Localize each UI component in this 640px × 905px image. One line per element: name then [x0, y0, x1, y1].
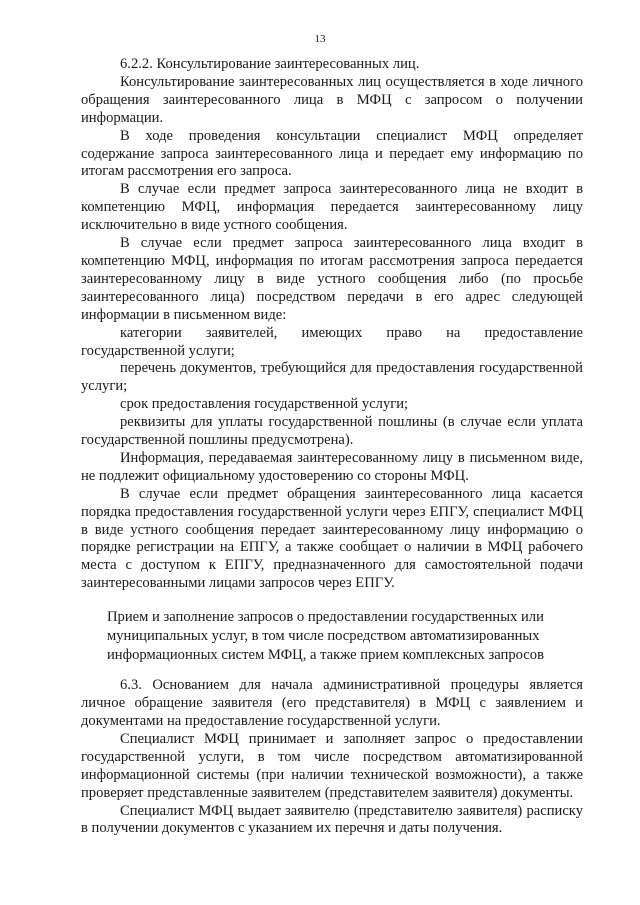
paragraph-epgu: В случае если предмет обращения заинтересованного лица касается порядка предоставления государственной услуги через ЕПГУ, специалист МФЦ в виде устного сообщения передает заинтересованному лицу информацию о порядке регистрации на ЕПГУ, а также сообщает о наличии в МФЦ рабочего места с доступом к ЕПГУ, предназначенного для самостоятельной подачи заинтересованными лицами запросов через ЕПГУ.	[81, 485, 583, 592]
paragraph-within-competence: В случае если предмет запроса заинтересованного лица входит в компетенцию МФЦ, информация по итогам рассмотрения запроса передается заинтересованному лицу в виде устного сообщения либо (по просьбе заинтересованного лица) посредством передачи в его адрес следующей информации в письменном виде:	[81, 235, 583, 323]
paragraph-request-acceptance: Специалист МФЦ принимает и заполняет запрос о предоставлении государственной услуги, в том числе посредством автоматизированной информационной системы (при наличии технической возможности), а также проверяет представленные заявителем (представителем заявителя) документы.	[81, 730, 583, 801]
subsection-title: Прием и заполнение запросов о предоставлении государственных или муниципальных услуг, в том числе посредством автоматизированных информационных систем МФЦ, а также прием комплексных запросов	[107, 609, 544, 664]
paragraph-out-of-competence: В случае если предмет запроса заинтересованного лица не входит в компетенцию МФЦ, информация передается заинтересованному лицу исключительно в виде устного сообщения.	[81, 181, 583, 234]
page-number: 13	[314, 33, 326, 45]
paragraph-consultation: Консультирование заинтересованных лиц осуществляется в ходе личного обращения заинтересованного лица в МФЦ с запросом о получении информации.	[81, 73, 583, 126]
paragraph-receipt: Специалист МФЦ выдает заявителю (представителю заявителя) расписку в получении документов с указанием их перечня и даты получения.	[81, 802, 583, 837]
paragraph-6-3: 6.3. Основанием для начала административной процедуры является личное обращение заявителя (его представителя) в МФЦ с заявлением и документами на предоставление государственной услуги.	[81, 677, 583, 729]
list-item-applicant-categories: категории заявителей, имеющих право на предоставление государственной услуги;	[81, 324, 583, 359]
list-item-document-list: перечень документов, требующийся для предоставления государственной услуги;	[81, 360, 583, 395]
list-item-fee-details: реквизиты для уплаты государственной пошлины (в случае если уплата государственной пошлины предусмотрена).	[81, 414, 583, 449]
paragraph-written-info: Информация, передаваемая заинтересованному лицу в письменном виде, не подлежит официальному удостоверению со стороны МФЦ.	[81, 449, 583, 484]
list-item-service-term: срок предоставления государственной услуги;	[120, 396, 409, 413]
section-heading: 6.2.2. Консультирование заинтересованных лиц.	[120, 56, 420, 72]
document-body	[81, 56, 583, 838]
paragraph-consultation-content: В ходе проведения консультации специалист МФЦ определяет содержание запроса заинтересованного лица и передает ему информацию по итогам рассмотрения его запроса.	[81, 127, 583, 180]
